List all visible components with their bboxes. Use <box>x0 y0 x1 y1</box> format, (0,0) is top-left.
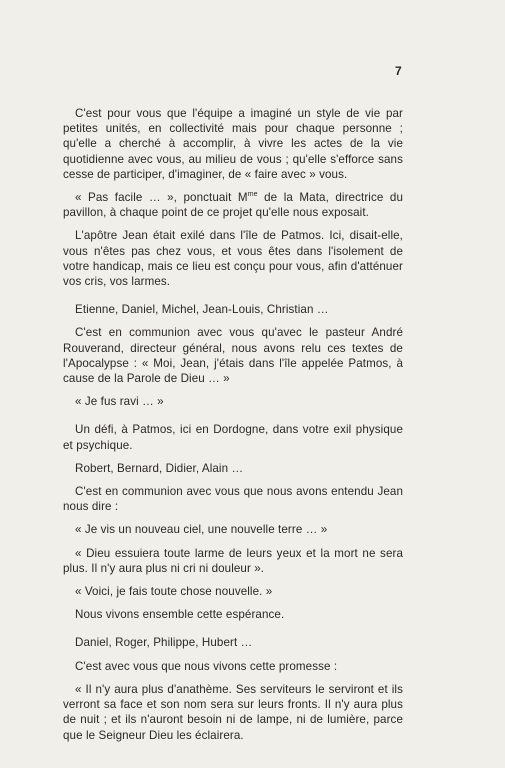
quote-line: « Je fus ravi … » <box>75 395 164 409</box>
paragraph: C'est en communion avec vous que nous avons entendu Jean nous dire : <box>63 485 403 514</box>
paragraph: C'est pour vous que l'équipe a imaginé un style de vie par petites unités, en collectivité mais pour chaque personne ; qu'elle a cherché à accomplir, à vivre les actes de la vie quotidienne avec vous, au milieu de vous ; qu'elle s'efforce sans cesse de participer, d'imaginer, de « faire avec » vous. <box>63 107 403 181</box>
page-number: 7 <box>395 64 402 78</box>
quote-paragraph: « Il n'y aura plus d'anathème. Ses serviteurs le serviront et ils verront sa face et son nom sera sur leurs fronts. Il n'y aura plus de nuit ; et ils n'auront besoin ni de lampe, ni de lumière, parce que le Seigneur Dieu les éclairera. <box>63 682 403 742</box>
paragraph: Nous vivons ensemble cette espérance. <box>75 608 285 622</box>
names-line: Daniel, Roger, Philippe, Hubert … <box>75 636 253 650</box>
quote-line: « Dieu essuiera toute larme de leurs yeux et la mort ne sera plus. Il n'y aura plus ni cri ni douleur ». <box>63 546 403 575</box>
paragraph: Un défi, à Patmos, ici en Dordogne, dans votre exil physique et psychique. <box>63 423 403 452</box>
body-text <box>63 106 403 751</box>
names-line: Robert, Bernard, Didier, Alain … <box>75 461 244 475</box>
paragraph: C'est en communion avec vous qu'avec le pasteur André Rouverand, directeur général, nous avons relu ces textes de l'Apocalypse : « Moi, Jean, j'étais dans l'île appelée Patmos, à cause de la Parole de Dieu … » <box>63 326 403 386</box>
quote-line: « Voici, je fais toute chose nouvelle. » <box>75 585 273 599</box>
names-line: Etienne, Daniel, Michel, Jean-Louis, Christian … <box>75 303 329 317</box>
paragraph: « Pas facile … », ponctuait $M^{me}$ de la Mata, directrice du pavillon, à chaque point de ce projet qu'elle nous exposait. <box>63 191 403 220</box>
paragraph: L'apôtre Jean était exilé dans l'île de Patmos. Ici, disait-elle, vous n'êtes pas chez vous, et vous êtes dans l'isolement de votre handicap, mais ce lieu est conçu pour vous, afin d'atténuer vos cris, vos larmes. <box>63 229 403 289</box>
quote-line: « Je vis un nouveau ciel, une nouvelle terre … » <box>75 523 328 537</box>
paragraph: C'est avec vous que nous vivons cette promesse : <box>75 659 338 673</box>
